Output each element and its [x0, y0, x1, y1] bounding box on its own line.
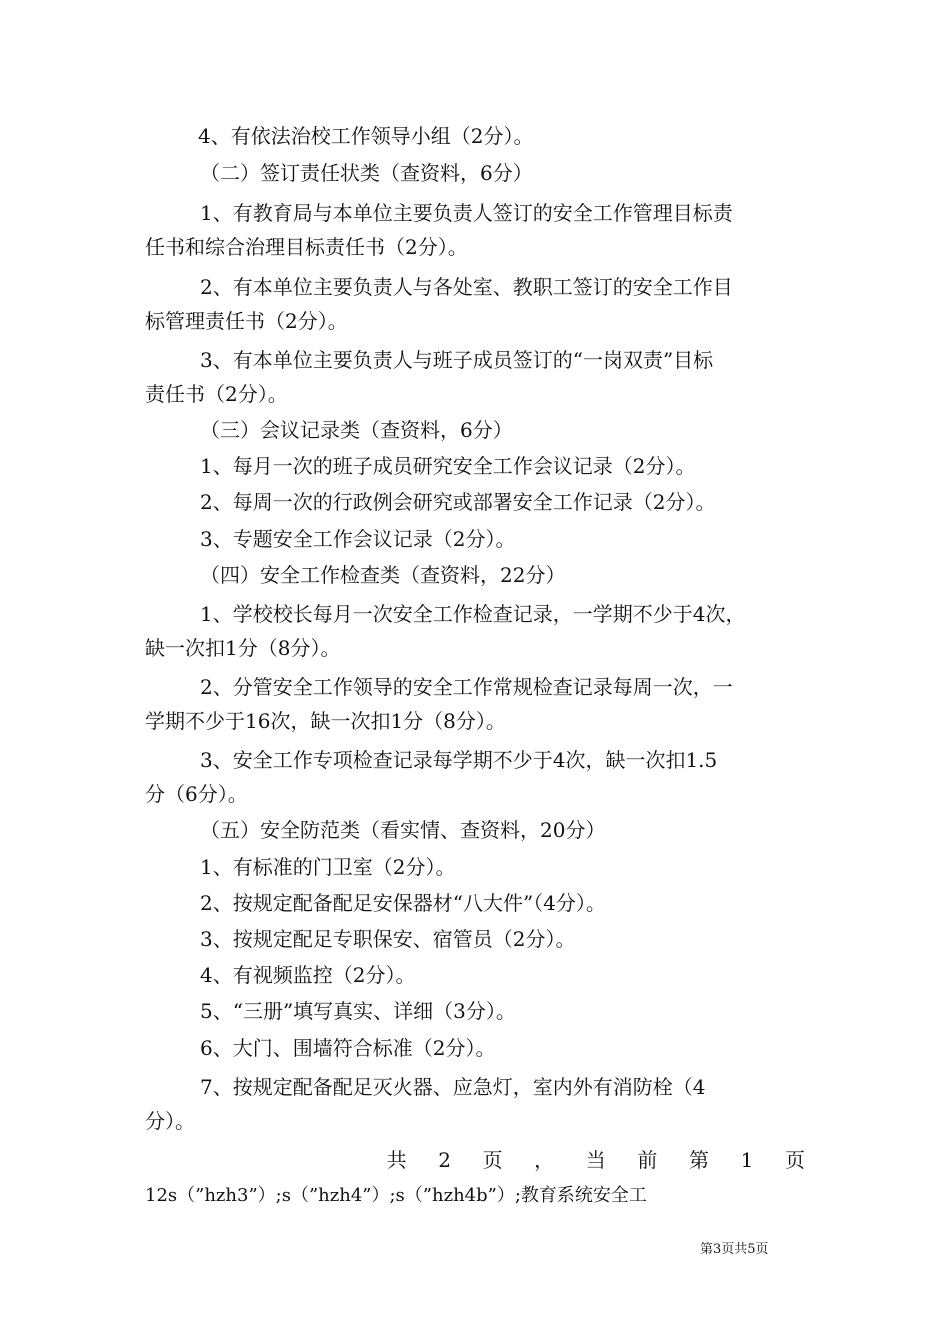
paragraph-continuation: 分（6分）。 — [145, 782, 248, 806]
page-info-line — [145, 1142, 805, 1178]
page-info-token: 第 — [689, 1148, 709, 1172]
paragraph-continuation: 责任书（2分）。 — [145, 382, 288, 406]
paragraph: 1、有标准的门卫室（2分）。 — [200, 855, 456, 879]
paragraph: 4、有视频监控（2分）。 — [200, 963, 416, 987]
paragraph-continuation: 学期不少于16次，缺一次扣1分（8分）。 — [145, 709, 506, 733]
code-fragment-line: 12s（”hzh3”）;s（”hzh4”）;s（”hzh4b”）;教育系统安全工 — [145, 1185, 647, 1206]
paragraph: 7、按规定配备配足灭火器、应急灯，室内外有消防栓（4 — [200, 1075, 706, 1099]
page-info-token: ， — [534, 1148, 555, 1172]
page-info-token: 2 — [438, 1148, 451, 1172]
page-info-token: 1 — [740, 1148, 754, 1172]
paragraph: 1、学校校长每月一次安全工作检查记录，一学期不少于4次， — [200, 602, 746, 626]
paragraph-continuation: 任书和综合治理目标责任书（2分）。 — [145, 235, 468, 259]
section-heading: （五）安全防范类（看实情、查资料，20分） — [200, 818, 606, 842]
paragraph: 2、按规定配备配足安保器材“八大件”（4分）。 — [200, 891, 606, 915]
paragraph: 3、有本单位主要负责人与班子成员签订的“一岗双责”目标 — [200, 348, 714, 372]
paragraph: 5、“三册”填写真实、详细（3分）。 — [200, 999, 516, 1023]
page-info-token: 页 — [482, 1148, 503, 1172]
paragraph-continuation: 缺一次扣1分（8分）。 — [145, 636, 341, 660]
paragraph: 3、安全工作专项检查记录每学期不少于4次，缺一次扣1.5 — [200, 748, 718, 772]
paragraph: 6、大门、围墙符合标准（2分）。 — [200, 1036, 496, 1060]
paragraph: 1、每月一次的班子成员研究安全工作会议记录（2分）。 — [200, 454, 696, 478]
paragraph: 4、有依法治校工作领导小组（2分）。 — [198, 124, 534, 148]
paragraph-continuation: 标管理责任书（2分）。 — [145, 309, 348, 333]
section-heading: （四）安全工作检查类（查资料，22分） — [200, 563, 566, 587]
paragraph: 3、按规定配足专职保安、宿管员（2分）。 — [200, 927, 576, 951]
page-info-token: 当 — [585, 1148, 606, 1172]
section-heading: （二）签订责任状类（查资料，6分） — [200, 161, 533, 185]
page-info-token: 页 — [784, 1148, 805, 1172]
paragraph: 2、分管安全工作领导的安全工作常规检查记录每周一次，一 — [200, 675, 733, 699]
paragraph-continuation: 分）。 — [145, 1109, 195, 1133]
page-footer: 第3页共5页 — [700, 1242, 769, 1257]
page-info-token: 前 — [637, 1148, 658, 1172]
paragraph: 3、专题安全工作会议记录（2分）。 — [200, 527, 516, 551]
section-heading: （三）会议记录类（查资料，6分） — [200, 418, 513, 442]
paragraph: 2、有本单位主要负责人与各处室、教职工签订的安全工作目 — [200, 275, 733, 299]
paragraph: 2、每周一次的行政例会研究或部署安全工作记录（2分）。 — [200, 490, 716, 514]
paragraph: 1、有教育局与本单位主要负责人签订的安全工作管理目标责 — [200, 201, 733, 225]
page-info-token: 共 — [386, 1148, 407, 1172]
